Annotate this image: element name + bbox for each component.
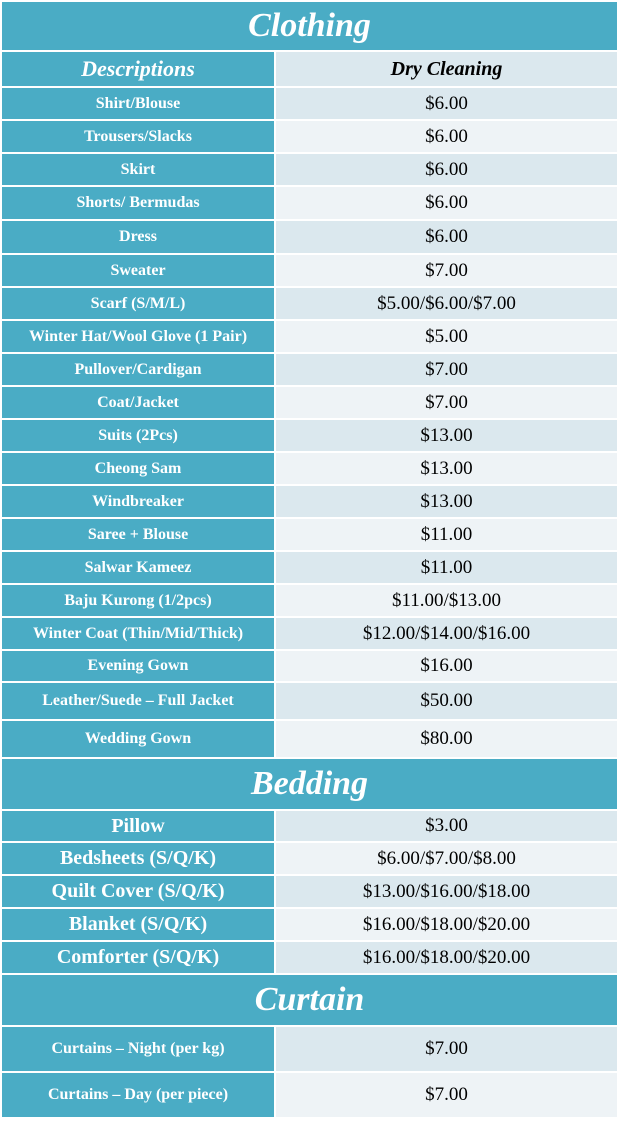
item-description: Pillow (1, 810, 275, 842)
table-row (1, 1072, 618, 1118)
item-description: Evening Gown (1, 650, 275, 682)
item-price: $11.00/$13.00 (275, 584, 618, 617)
item-description: Baju Kurong (1/2pcs) (1, 584, 275, 617)
item-price: $16.00/$18.00/$20.00 (275, 908, 618, 941)
item-price: $50.00 (275, 682, 618, 720)
table-row (1, 650, 618, 682)
item-price: $13.00/$16.00/$18.00 (275, 875, 618, 908)
table-row (1, 386, 618, 419)
item-price: $5.00 (275, 320, 618, 353)
item-description: Shirt/Blouse (1, 87, 275, 120)
item-description: Blanket (S/Q/K) (1, 908, 275, 941)
table-row (1, 1026, 618, 1072)
item-price: $80.00 (275, 720, 618, 758)
item-price: $7.00 (275, 254, 618, 287)
item-price: $16.00/$18.00/$20.00 (275, 941, 618, 974)
item-description: Cheong Sam (1, 452, 275, 485)
table-row (1, 810, 618, 842)
table-row (1, 320, 618, 353)
item-price: $7.00 (275, 1026, 618, 1072)
item-price: $16.00 (275, 650, 618, 682)
item-description: Winter Coat (Thin/Mid/Thick) (1, 617, 275, 650)
curtain-section-row (1, 974, 618, 1026)
item-description: Salwar Kameez (1, 551, 275, 584)
item-description: Sweater (1, 254, 275, 287)
table-row (1, 153, 618, 186)
column-header-row (1, 51, 618, 87)
item-description: Coat/Jacket (1, 386, 275, 419)
table-row (1, 941, 618, 974)
item-description: Shorts/ Bermudas (1, 186, 275, 220)
item-price: $13.00 (275, 485, 618, 518)
item-description: Leather/Suede – Full Jacket (1, 682, 275, 720)
item-price: $6.00 (275, 153, 618, 186)
item-price: $6.00 (275, 120, 618, 153)
table-row (1, 186, 618, 220)
item-price: $7.00 (275, 1072, 618, 1118)
item-price: $11.00 (275, 551, 618, 584)
item-price: $11.00 (275, 518, 618, 551)
clothing-section-title: Clothing (1, 1, 618, 51)
table-row (1, 120, 618, 153)
table-row (1, 254, 618, 287)
item-price: $13.00 (275, 452, 618, 485)
item-price: $5.00/$6.00/$7.00 (275, 287, 618, 320)
curtain-section-title: Curtain (1, 974, 618, 1026)
price-table-body (1, 1, 618, 1118)
table-row (1, 584, 618, 617)
table-row (1, 875, 618, 908)
item-description: Trousers/Slacks (1, 120, 275, 153)
item-description: Comforter (S/Q/K) (1, 941, 275, 974)
clothing-section-row (1, 1, 618, 51)
table-row (1, 518, 618, 551)
item-price: $7.00 (275, 353, 618, 386)
item-description: Suits (2Pcs) (1, 419, 275, 452)
item-price: $7.00 (275, 386, 618, 419)
item-description: Dress (1, 220, 275, 254)
item-description: Scarf (S/M/L) (1, 287, 275, 320)
item-description: Winter Hat/Wool Glove (1 Pair) (1, 320, 275, 353)
table-row (1, 720, 618, 758)
item-description: Saree + Blouse (1, 518, 275, 551)
item-price: $6.00 (275, 87, 618, 120)
table-row (1, 220, 618, 254)
table-row (1, 353, 618, 386)
item-price: $6.00 (275, 186, 618, 220)
item-description: Bedsheets (S/Q/K) (1, 842, 275, 875)
table-row (1, 452, 618, 485)
item-description: Windbreaker (1, 485, 275, 518)
bedding-section-row (1, 758, 618, 810)
bedding-section-title: Bedding (1, 758, 618, 810)
table-row (1, 551, 618, 584)
item-description: Wedding Gown (1, 720, 275, 758)
table-row (1, 419, 618, 452)
table-row (1, 617, 618, 650)
table-row (1, 908, 618, 941)
item-price: $6.00/$7.00/$8.00 (275, 842, 618, 875)
item-description: Curtains – Night (per kg) (1, 1026, 275, 1072)
item-description: Skirt (1, 153, 275, 186)
item-price: $12.00/$14.00/$16.00 (275, 617, 618, 650)
item-price: $13.00 (275, 419, 618, 452)
item-price: $6.00 (275, 220, 618, 254)
item-description: Pullover/Cardigan (1, 353, 275, 386)
table-row (1, 682, 618, 720)
table-row (1, 485, 618, 518)
item-price: $3.00 (275, 810, 618, 842)
item-description: Quilt Cover (S/Q/K) (1, 875, 275, 908)
table-row (1, 87, 618, 120)
item-description: Curtains – Day (per piece) (1, 1072, 275, 1118)
table-row (1, 842, 618, 875)
table-row (1, 287, 618, 320)
dry-cleaning-header: Dry Cleaning (275, 51, 618, 87)
descriptions-header: Descriptions (1, 51, 275, 87)
